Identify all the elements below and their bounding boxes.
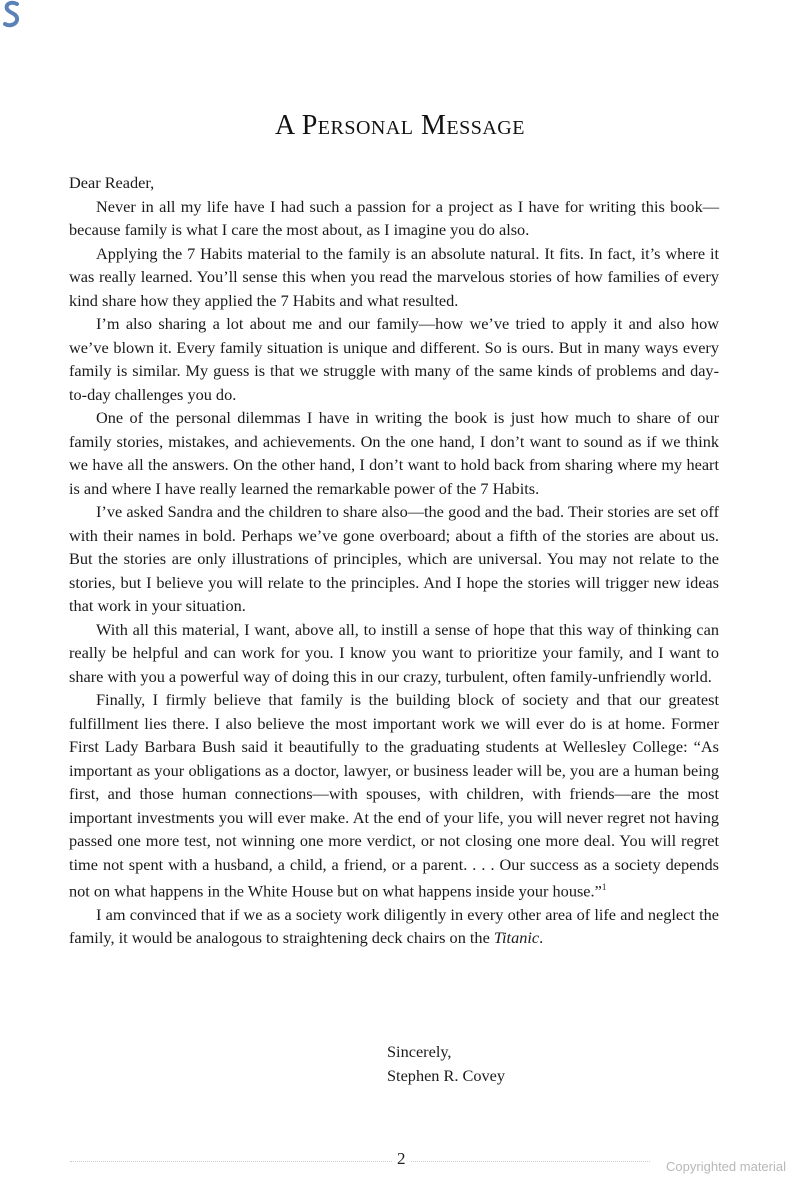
paragraph: One of the personal dilemmas I have in writing the book is just how much to share of our family stories, mistakes, and achievements. On the one hand, I don’t want to sound as if we think we have all the answers. On the other hand, I don’t want to hold back from sharing where my heart is and where I have really learned the remarkable power of the 7 Habits. (69, 408, 719, 498)
signature: Stephen R. Covey (387, 1066, 506, 1085)
page-title: A Personal Message (275, 110, 525, 141)
final-period: . (539, 928, 544, 948)
paragraph: Applying the 7 Habits material to the family is an absolute natural. It fits. In fact, it’s where it was really learned. You’ll sense this when you read the marvelous stories of how families of every kind share how they applied the 7 Habits and what resulted. (69, 243, 719, 310)
paragraph-text: Finally, I firmly believe that family is the building block of society and that our greatest fulfillment lies there. I also believe the most important work we will ever do is at home. Former First Lady Barbara Bush said it beautifully to the graduating students at Wellesley College: “As important as your obligations as a doctor, lawyer, or business leader will be, you are a human being first, and those human connections—with spouses, with children, with friends—are the most important investments you will ever make. At the end of your life, you will never regret not having passed one more test, not winning one more verdict, or not closing one more deal. You will regret time not spent with a husband, a child, a friend, or a parent. . . . Our success as a society depends not on what happens in the White House but on what happens inside your house.” (69, 690, 719, 901)
paragraph-final (69, 903, 719, 950)
paragraph: I’ve asked Sandra and the children to share also—the good and the bad. Their stories are set off with their names in bold. Perhaps we’ve gone overboard; about a fifth of the stories are about us. But the stories are only illustrations of principles, which are universal. You may not relate to the stories, but I believe you will relate to the principles. And I hope the stories will trigger new ideas that work in your situation. (69, 502, 719, 615)
paragraph-text: I am convinced that if we as a society work diligently in every other area of life and neglect the family, it would be analogous to straightening deck chairs on the (69, 904, 719, 948)
copyright-watermark: Copyrighted material (666, 1159, 786, 1174)
publisher-logo-icon (2, 0, 22, 30)
valediction: Sincerely, (387, 1042, 452, 1061)
paragraph-with-quote (69, 688, 719, 903)
footer-divider (70, 1161, 650, 1163)
page-number: 2 (393, 1149, 410, 1169)
letter-body (69, 171, 719, 950)
paragraph: I’m also sharing a lot about me and our family—how we’ve tried to apply it and also how we’ve blown it. Every family situation is unique and different. So is ours. But in many ways every family is similar. My guess is that we struggle with many of the same kinds of problems and day-to-day challenges you do. (69, 314, 719, 404)
footnote-marker: 1 (601, 882, 607, 892)
italic-title: Titanic (493, 928, 540, 948)
closing-block (387, 1040, 505, 1088)
paragraph: Never in all my life have I had such a passion for a project as I have for writing this book—because family is what I care the most about, as I imagine you do also. (69, 196, 719, 239)
paragraph: With all this material, I want, above all, to instill a sense of hope that this way of thinking can really be helpful and can work for you. I know you want to prioritize your family, and I want to share with you a powerful way of doing this in our crazy, turbulent, often family-unfriendly world. (69, 619, 719, 686)
salutation: Dear Reader, (69, 173, 155, 192)
